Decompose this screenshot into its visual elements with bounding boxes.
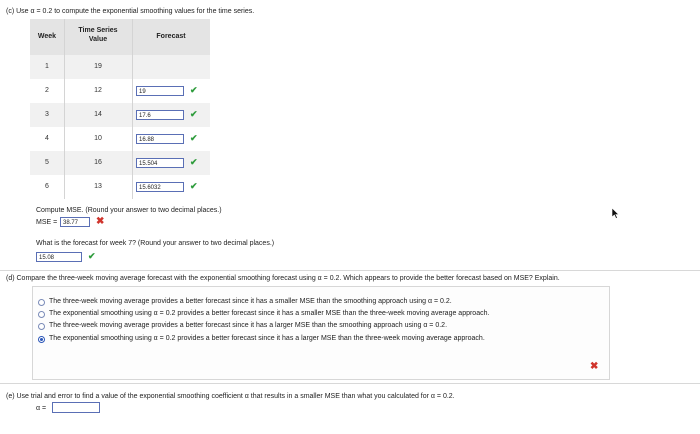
week-cell: 4 — [45, 135, 49, 142]
correct-check-icon: ✔ — [190, 85, 198, 95]
week-cell: 5 — [45, 159, 49, 166]
forecast-input[interactable]: 15.6032 — [136, 182, 184, 192]
option-text[interactable]: The three-week moving average provides a better forecast since it has a larger MSE than the smoothing approach using α = 0.2. — [49, 322, 448, 329]
value-cell: 14 — [94, 111, 102, 118]
table-row — [30, 103, 210, 127]
option-radio[interactable] — [38, 311, 45, 318]
week-cell: 6 — [45, 183, 49, 190]
header-week: Week — [37, 33, 57, 40]
mouse-cursor-icon — [612, 208, 620, 219]
correct-check-icon: ✔ — [88, 251, 96, 261]
section-divider — [0, 270, 700, 271]
table-row — [30, 55, 210, 79]
header-forecast: Forecast — [156, 33, 186, 40]
column-divider — [64, 19, 65, 199]
part-c-prompt: (c) Use α = 0.2 to compute the exponential smoothing values for the time series. — [6, 8, 255, 15]
header-value-line1: Time Series — [78, 27, 118, 34]
table-row — [30, 127, 210, 151]
table-row — [30, 79, 210, 103]
value-cell: 13 — [94, 183, 102, 190]
part-e-prompt: (e) Use trial and error to find a value of the exponential smoothing coefficient α that results in a smaller MSE than what you calculated for α = 0.2. — [6, 393, 455, 400]
correct-check-icon: ✔ — [190, 181, 198, 191]
option-text[interactable]: The exponential smoothing using α = 0.2 provides a better forecast since it has a larger MSE than the three-week moving average approach. — [49, 335, 485, 342]
option-radio[interactable] — [38, 323, 45, 330]
week7-prompt: What is the forecast for week 7? (Round your answer to two decimal places.) — [36, 240, 275, 247]
correct-check-icon: ✔ — [190, 157, 198, 167]
table-row — [30, 151, 210, 175]
forecast-input[interactable]: 15.504 — [136, 158, 184, 168]
value-cell: 19 — [94, 63, 102, 70]
mse-input[interactable]: 38.77 — [60, 217, 90, 227]
week-cell: 1 — [45, 63, 49, 70]
mse-label: MSE = — [36, 219, 58, 226]
option-text[interactable]: The exponential smoothing using α = 0.2 provides a better forecast since it has a smaller MSE than the three-week moving average approach. — [49, 310, 490, 317]
incorrect-cross-icon: ✖ — [590, 361, 599, 372]
value-cell: 10 — [94, 135, 102, 142]
week-cell: 3 — [45, 111, 49, 118]
mse-prompt: Compute MSE. (Round your answer to two decimal places.) — [36, 207, 222, 214]
table-row — [30, 175, 210, 199]
correct-check-icon: ✔ — [190, 133, 198, 143]
forecast-input[interactable]: 17.6 — [136, 110, 184, 120]
part-d-prompt: (d) Compare the three-week moving average forecast with the exponential smoothing forecast using α = 0.2. Which appears to provide the better forecast based on MSE? Explain. — [6, 275, 560, 282]
option-radio-selected[interactable] — [38, 336, 45, 343]
answer-choices — [32, 286, 610, 380]
forecast-input[interactable]: 19 — [136, 86, 184, 96]
alpha-input[interactable] — [52, 402, 100, 413]
incorrect-cross-icon: ✖ — [96, 216, 105, 227]
correct-check-icon: ✔ — [190, 109, 198, 119]
value-cell: 12 — [94, 87, 102, 94]
header-value-line2: Value — [88, 36, 108, 43]
option-radio[interactable] — [38, 299, 45, 306]
week7-input[interactable]: 15.08 — [36, 252, 82, 262]
option-text[interactable]: The three-week moving average provides a better forecast since it has a smaller MSE than the smoothing approach using α = 0.2. — [49, 298, 452, 305]
forecast-input[interactable]: 16.88 — [136, 134, 184, 144]
table-header — [30, 19, 210, 56]
alpha-label: α = — [36, 405, 47, 412]
value-cell: 16 — [94, 159, 102, 166]
column-divider — [132, 19, 133, 199]
section-divider — [0, 383, 700, 384]
week-cell: 2 — [45, 87, 49, 94]
